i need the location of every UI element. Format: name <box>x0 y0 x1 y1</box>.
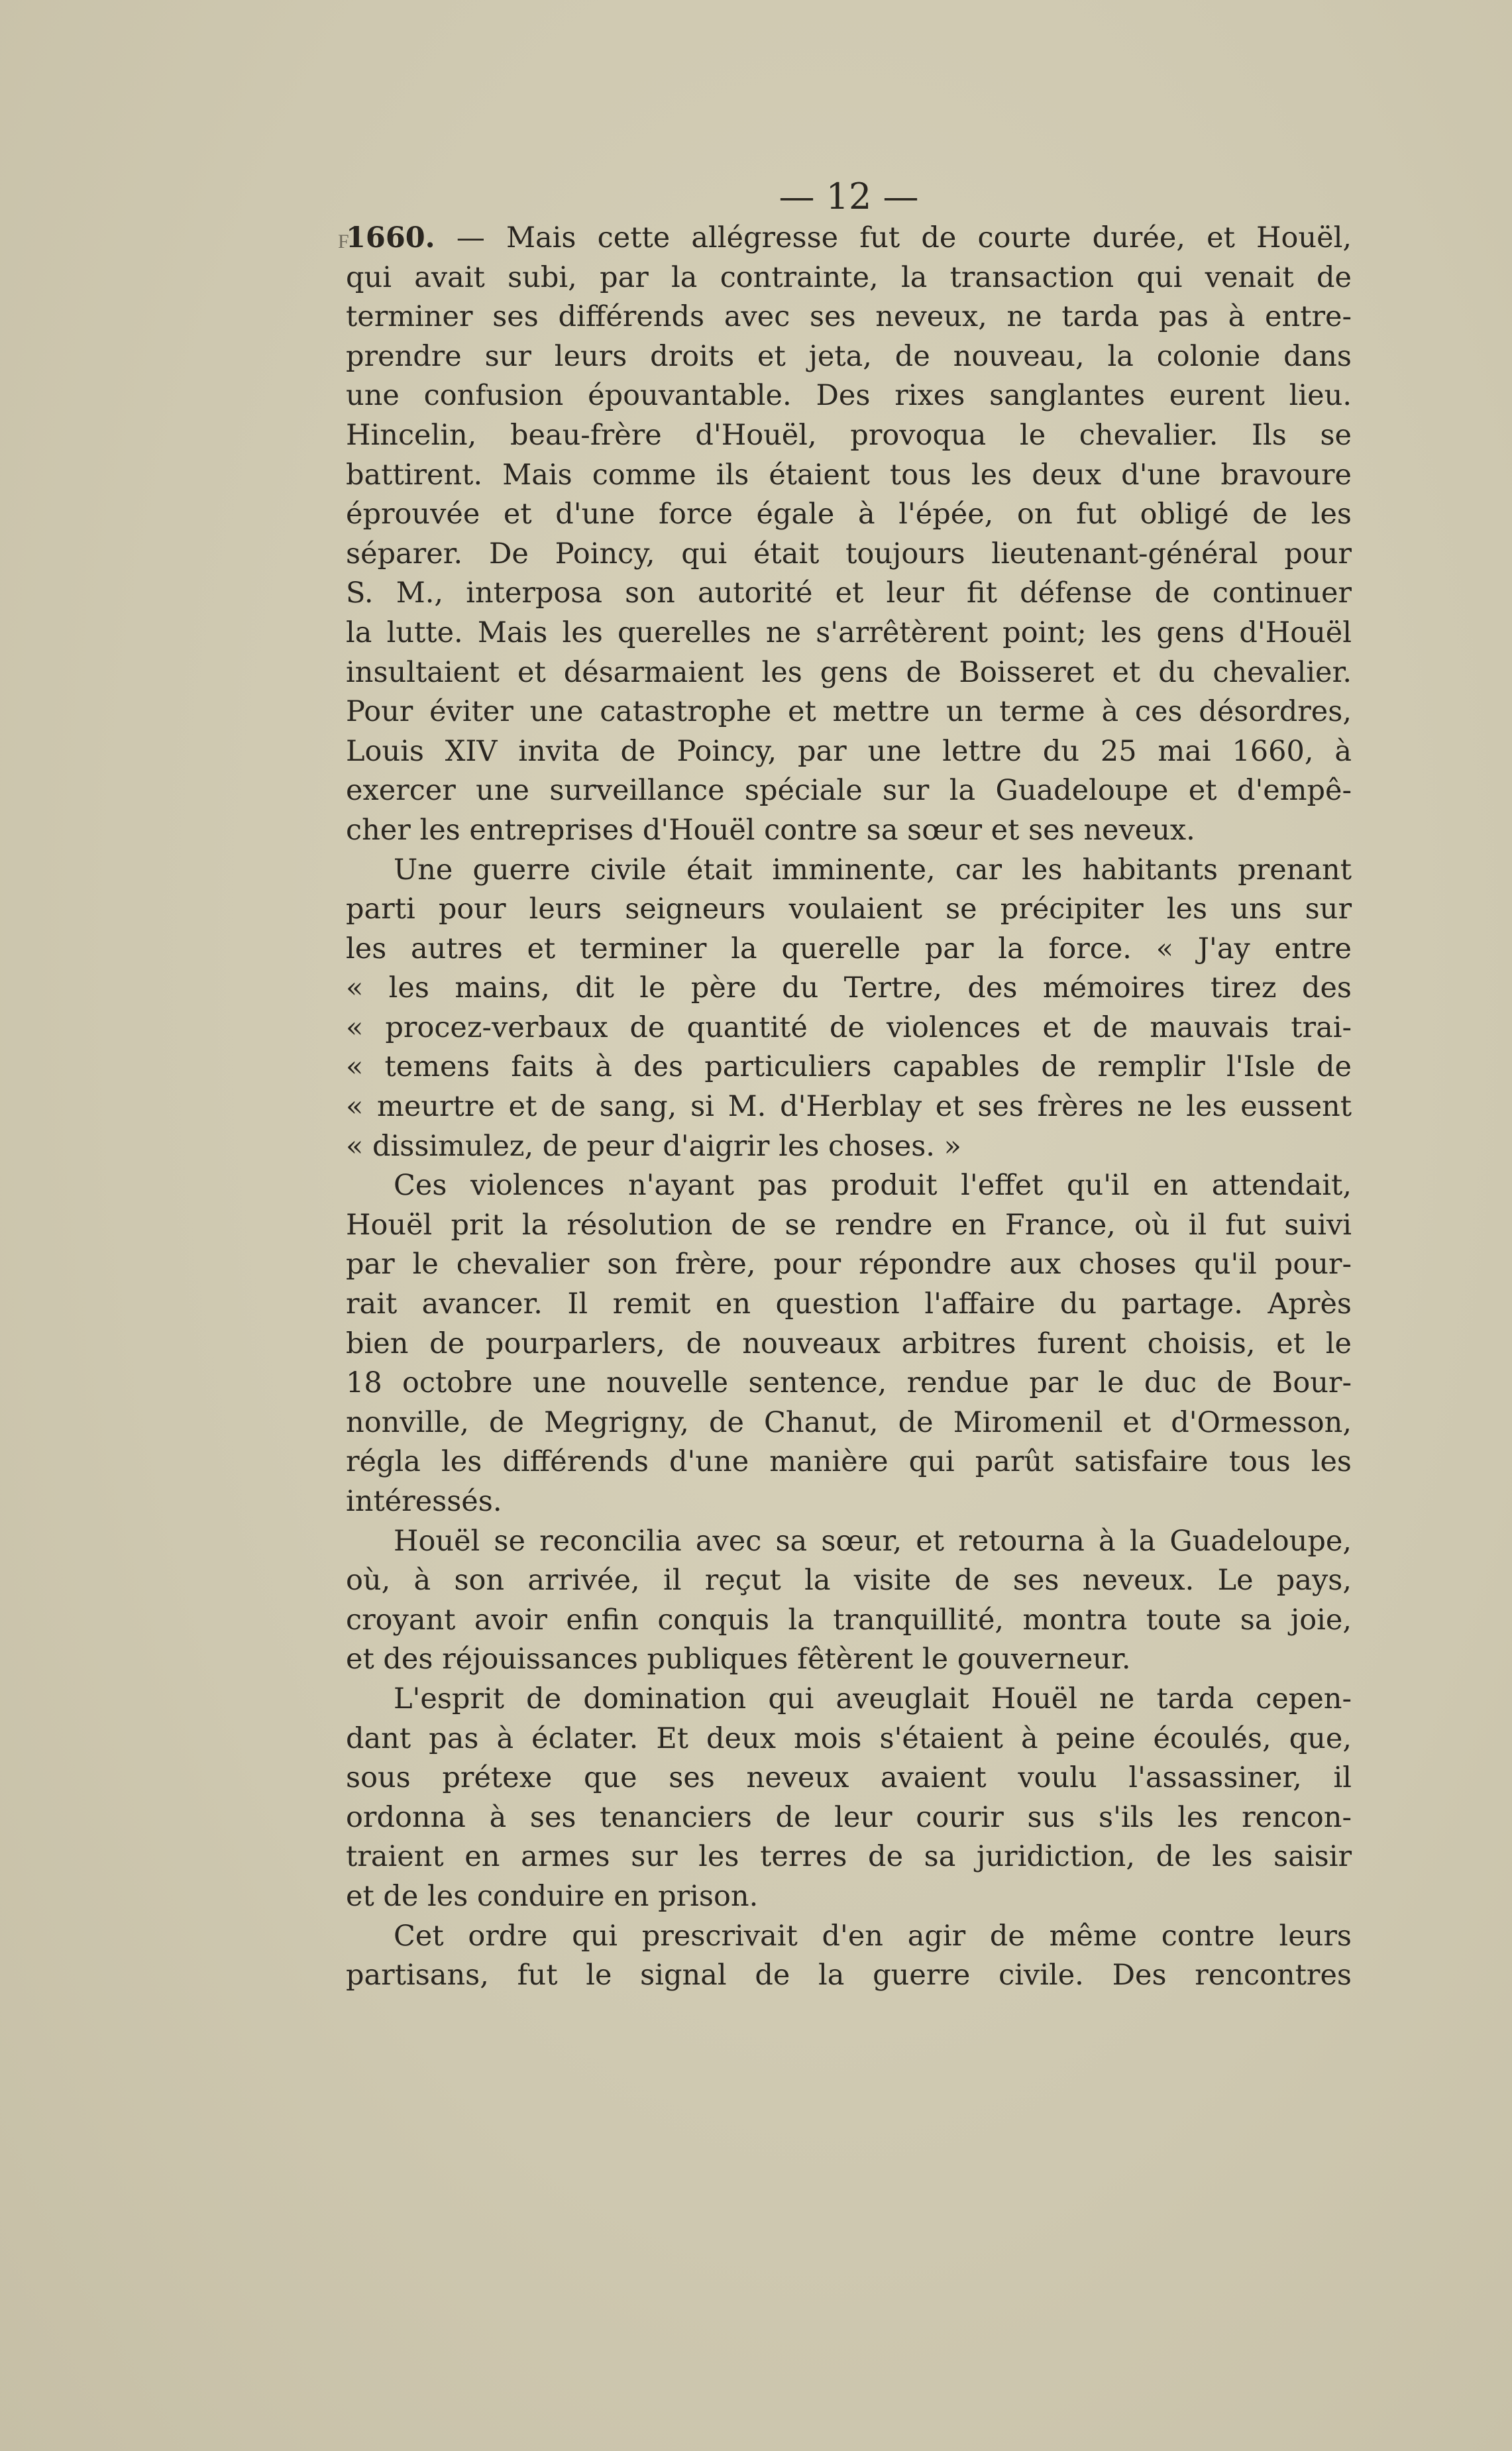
paragraph <box>346 1522 1352 1680</box>
text-line: et des réjouissances publiques fêtèrent le gouverneur. <box>346 1643 1131 1676</box>
text-line: éprouvée et d'une force égale à l'épée, on fut obligé de les <box>346 498 1352 531</box>
text-line: « temens faits à des particuliers capables de remplir l'Isle de <box>346 1050 1352 1084</box>
text-line: où, à son arrivée, il reçut la visite de ses neveux. Le pays, <box>346 1564 1352 1598</box>
text-line: « les mains, dit le père du Tertre, des mémoires tirez des <box>346 971 1352 1005</box>
text-line: cher les entreprises d'Houël contre sa sœur et ses neveux. <box>346 813 1195 847</box>
paragraph <box>346 219 1352 851</box>
text-line: battirent. Mais comme ils étaient tous les deux d'une bravoure <box>346 458 1352 492</box>
text-line: insultaient et désarmaient les gens de Boisseret et du chevalier. <box>346 655 1352 689</box>
text-line: Une guerre civile était imminente, car les habitants prenant <box>394 853 1352 887</box>
text-line: prendre sur leurs droits et jeta, de nouveau, la colonie dans <box>346 339 1352 373</box>
text-line: Ces violences n'ayant pas produit l'effet qu'il en attendait, <box>394 1169 1352 1203</box>
text-line: Hincelin, beau-frère d'Houël, provoqua le chevalier. Ils se <box>346 418 1352 452</box>
paragraph <box>346 1680 1352 1917</box>
text-line: qui avait subi, par la contrainte, la transaction qui venait de <box>346 260 1352 294</box>
text-line: Cet ordre qui prescrivait d'en agir de même contre leurs <box>394 1919 1352 1953</box>
margin-mark: F <box>338 231 349 252</box>
text-line: « dissimulez, de peur d'aigrir les choses. » <box>346 1129 961 1163</box>
text-line: « meurtre et de sang, si M. d'Herblay et ses frères ne les eussent <box>346 1090 1352 1124</box>
page-text <box>346 178 1352 1996</box>
text-line: croyant avoir enfin conquis la tranquillité, montra toute sa joie, <box>346 1603 1352 1637</box>
text-line: parti pour leurs seigneurs voulaient se précipiter les uns sur <box>346 893 1352 926</box>
paragraph <box>346 1917 1352 1996</box>
text-line: séparer. De Poincy, qui était toujours lieutenant-général pour <box>346 537 1352 571</box>
text-line: bien de pourparlers, de nouveaux arbitres furent choisis, et le <box>346 1327 1352 1360</box>
text-line: et de les conduire en prison. <box>346 1879 759 1913</box>
text-line: exercer une surveillance spéciale sur la Guadeloupe et d'empê- <box>346 774 1352 808</box>
text-line: ordonna à ses tenanciers de leur courir sus s'ils les rencon- <box>346 1800 1352 1834</box>
text-line: rait avancer. Il remit en question l'affaire du partage. Après <box>346 1287 1352 1321</box>
text-line: Houël se reconcilia avec sa sœur, et retourna à la Guadeloupe, <box>394 1524 1352 1558</box>
text-line: sous prétexe que ses neveux avaient voulu l'assassiner, il <box>346 1761 1352 1795</box>
text-line: 18 octobre une nouvelle sentence, rendue par le duc de Bour- <box>346 1366 1352 1400</box>
text-line: « procez-verbaux de quantité de violences et de mauvais trai- <box>346 1010 1352 1044</box>
text-line: Pour éviter une catastrophe et mettre un terme à ces désordres, <box>346 695 1352 729</box>
text-line: intéressés. <box>346 1485 502 1518</box>
text-line: par le chevalier son frère, pour répondre aux choses qu'il pour- <box>346 1248 1352 1281</box>
text-line: partisans, fut le signal de la guerre civile. Des rencontres <box>346 1959 1352 1992</box>
text-line: la lutte. Mais les querelles ne s'arrêtèrent point; les gens d'Houël <box>346 616 1352 649</box>
paragraphs <box>346 219 1352 1996</box>
text-line: les autres et terminer la querelle par la force. « J'ay entre <box>346 932 1352 965</box>
text-line: L'esprit de domination qui aveuglait Houël ne tarda cepen- <box>394 1682 1352 1716</box>
text-line: Louis XIV invita de Poincy, par une lettre du 25 mai 1660, à <box>346 734 1352 768</box>
text-line: terminer ses différends avec ses neveux, ne tarda pas à entre- <box>346 300 1352 334</box>
text-line: 1660. — Mais cette allégresse fut de courte durée, et Houël, <box>346 221 1352 254</box>
text-line: une confusion épouvantable. Des rixes sanglantes eurent lieu. <box>346 379 1352 413</box>
text-line: traient en armes sur les terres de sa juridiction, de les saisir <box>346 1840 1352 1874</box>
paragraph <box>346 851 1352 1167</box>
text-line: régla les différends d'une manière qui parût satisfaire tous les <box>346 1445 1352 1479</box>
paragraph <box>346 1166 1352 1521</box>
text-line: S. M., interposa son autorité et leur fit défense de continuer <box>346 576 1352 610</box>
text-line: dant pas à éclater. Et deux mois s'étaient à peine écoulés, que, <box>346 1721 1352 1755</box>
text-line: Houël prit la résolution de se rendre en France, où il fut suivi <box>346 1208 1352 1242</box>
page-number: — 12 — <box>779 176 919 217</box>
text-line: nonville, de Megrigny, de Chanut, de Miromenil et d'Ormesson, <box>346 1405 1352 1439</box>
